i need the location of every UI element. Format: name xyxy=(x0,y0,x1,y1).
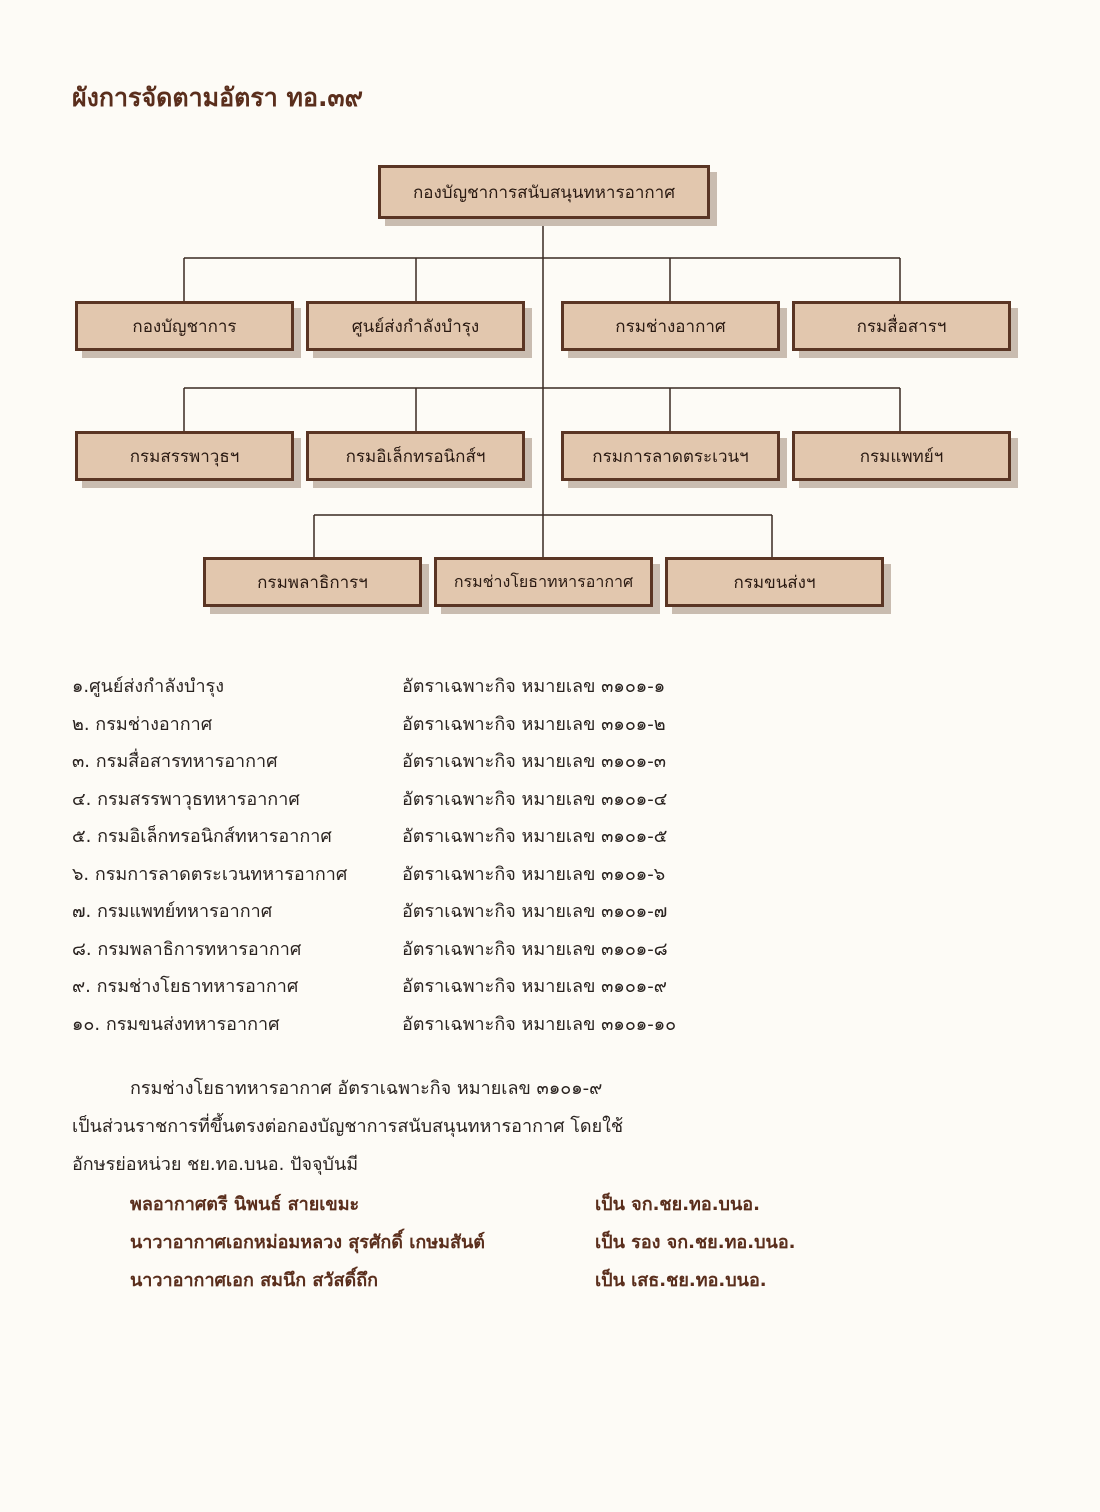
org-box-medical: กรมแพทย์ฯ xyxy=(792,431,1011,481)
unit-name: ๗. กรมแพทย์ทหารอากาศ xyxy=(72,901,273,922)
staff-list xyxy=(130,1186,890,1300)
unit-name: ๒. กรมช่างอากาศ xyxy=(72,713,213,735)
staff-name: นาวาอากาศเอกหม่อมหลวง สุรศักดิ์ เกษมสันต์ xyxy=(130,1232,485,1253)
staff-name: พลอากาศตรี นิพนธ์ สายเขมะ xyxy=(130,1194,360,1215)
unit-rate: อัตราเฉพาะกิจ หมายเลข ๓๑๐๑-๔ xyxy=(402,788,668,810)
unit-rate: อัตราเฉพาะกิจ หมายเลข ๓๑๐๑-๙ xyxy=(402,976,667,997)
list-item xyxy=(72,710,772,748)
paragraph-line: เป็นส่วนราชการที่ขึ้นตรงต่อกองบัญชาการสนับสนุนทหารอากาศ โดยใช้ xyxy=(72,1116,624,1137)
unit-rate: อัตราเฉพาะกิจ หมายเลข ๓๑๐๑-๖ xyxy=(402,863,666,885)
paragraph-line: กรมช่างโยธาทหารอากาศ อัตราเฉพาะกิจ หมายเลข ๓๑๐๑-๙ xyxy=(130,1078,603,1099)
org-box-reconnaissance: กรมการลาดตระเวนฯ xyxy=(561,431,780,481)
unit-rate: อัตราเฉพาะกิจ หมายเลข ๓๑๐๑-๑ xyxy=(402,676,666,697)
list-item xyxy=(72,672,772,710)
org-box-aircraft-engineering: กรมช่างอากาศ xyxy=(561,301,780,351)
staff-position: เป็น เสธ.ชย.ทอ.บนอ. xyxy=(595,1270,767,1291)
unit-rate: อัตราเฉพาะกิจ หมายเลข ๓๑๐๑-๗ xyxy=(402,901,668,922)
unit-name: ๘. กรมพลาธิการทหารอากาศ xyxy=(72,938,302,960)
org-box-transportation: กรมขนส่งฯ xyxy=(665,557,884,607)
page-title: ผังการจัดตามอัตรา ทอ.๓๙ xyxy=(72,83,363,112)
list-item xyxy=(72,897,772,935)
staff-row xyxy=(130,1186,890,1224)
paragraph-line: อักษรย่อหน่วย ชย.ทอ.บนอ. ปัจจุบันมี xyxy=(72,1154,359,1175)
list-item xyxy=(72,1010,772,1048)
unit-rate: อัตราเฉพาะกิจ หมายเลข ๓๑๐๑-๑๐ xyxy=(402,1013,677,1035)
unit-name: ๑๐. กรมขนส่งทหารอากาศ xyxy=(72,1013,280,1035)
unit-rate: อัตราเฉพาะกิจ หมายเลข ๓๑๐๑-๘ xyxy=(402,938,668,960)
unit-rate: อัตราเฉพาะกิจ หมายเลข ๓๑๐๑-๓ xyxy=(402,751,667,772)
org-box-electronics: กรมอิเล็กทรอนิกส์ฯ xyxy=(306,431,525,481)
list-item xyxy=(72,785,772,823)
list-item xyxy=(72,747,772,785)
org-box-root: กองบัญชาการสนับสนุนทหารอากาศ xyxy=(378,165,710,219)
unit-rate: อัตราเฉพาะกิจ หมายเลข ๓๑๐๑-๕ xyxy=(402,826,668,847)
staff-position: เป็น รอง จก.ชย.ทอ.บนอ. xyxy=(595,1232,796,1253)
unit-rate: อัตราเฉพาะกิจ หมายเลข ๓๑๐๑-๒ xyxy=(402,713,666,735)
unit-rate-list xyxy=(72,672,772,1047)
org-box-ordnance: กรมสรรพาวุธฯ xyxy=(75,431,294,481)
staff-position: เป็น จก.ชย.ทอ.บนอ. xyxy=(595,1194,760,1215)
org-box-quartermaster: กรมพลาธิการฯ xyxy=(203,557,422,607)
description-paragraph xyxy=(72,1070,692,1184)
org-box-headquarters: กองบัญชาการ xyxy=(75,301,294,351)
staff-row xyxy=(130,1262,890,1300)
unit-name: ๙. กรมช่างโยธาทหารอากาศ xyxy=(72,976,299,997)
org-box-supply-center: ศูนย์ส่งกำลังบำรุง xyxy=(306,301,525,351)
list-item xyxy=(72,972,772,1010)
list-item xyxy=(72,935,772,973)
unit-name: ๔. กรมสรรพาวุธทหารอากาศ xyxy=(72,788,300,810)
staff-name: นาวาอากาศเอก สมนึก สวัสดิ์ถึก xyxy=(130,1270,378,1291)
unit-name: ๕. กรมอิเล็กทรอนิกส์ทหารอากาศ xyxy=(72,826,332,847)
list-item xyxy=(72,860,772,898)
unit-name: ๑.ศูนย์ส่งกำลังบำรุง xyxy=(72,676,225,697)
list-item xyxy=(72,822,772,860)
org-box-communications: กรมสื่อสารฯ xyxy=(792,301,1011,351)
org-box-civil-engineering: กรมช่างโยธาทหารอากาศ xyxy=(434,557,653,607)
staff-row xyxy=(130,1224,890,1262)
unit-name: ๖. กรมการลาดตระเวนทหารอากาศ xyxy=(72,863,348,885)
unit-name: ๓. กรมสื่อสารทหารอากาศ xyxy=(72,751,278,772)
